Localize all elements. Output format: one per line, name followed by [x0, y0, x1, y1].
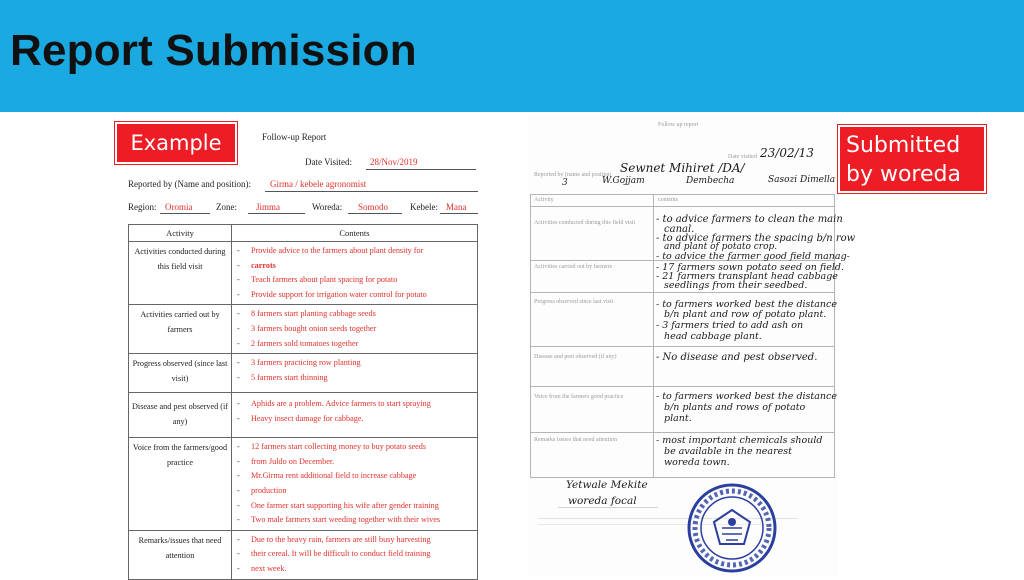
- hw-row-label: Remarks issues that need attention: [534, 437, 617, 443]
- row-activity: Disease and pest observed (if any): [129, 393, 232, 438]
- content-item: - 3 farmers bought onion seeds together: [235, 322, 474, 337]
- submitted-label-line1: Submitted: [846, 133, 961, 158]
- content-item: - from Juldo on December.: [235, 455, 474, 470]
- row-contents: [232, 354, 478, 393]
- report-heading: Follow-up Report: [262, 132, 327, 142]
- row-activity: Remarks/issues that need attention: [129, 530, 232, 579]
- date-label: Date Visited:: [305, 157, 353, 167]
- table-row: [129, 530, 478, 579]
- hw-line: - to advice the farmer good field manag-: [656, 251, 850, 262]
- hw-reported-by-label: Reported by (name and position: [534, 172, 611, 178]
- content-item: - next week.: [235, 562, 474, 577]
- hw-line: b/n plants and rows of potato: [664, 402, 806, 413]
- content-item: - Heavy insect damage for cabbage.: [235, 412, 474, 427]
- content-item: - 3 farmers practicing row planting: [235, 356, 474, 371]
- official-stamp-icon: [686, 482, 778, 574]
- hw-row-label: Progress observed since last visit: [534, 299, 614, 305]
- handwritten-report: [528, 114, 856, 576]
- col-contents-header: Contents: [232, 225, 478, 242]
- hw-date-value: 23/02/13: [760, 146, 814, 160]
- woreda-value: Somodo: [358, 202, 389, 212]
- hw-date-label: Date visited: [728, 154, 757, 160]
- content-item: - Due to the heavy rain, farmers are still busy harvesting: [235, 533, 474, 548]
- content-item: - carrots: [235, 259, 474, 274]
- table-row: [129, 242, 478, 305]
- hw-line: canal.: [664, 224, 695, 235]
- hw-line: - 3 farmers tried to add ash on: [656, 320, 804, 331]
- hw-line: - 21 farmers transplant head cabbage: [656, 271, 838, 282]
- submitted-label: [838, 125, 986, 193]
- hw-line: plant.: [664, 413, 692, 424]
- hw-row-label: Activities carried out by farmers: [534, 264, 612, 270]
- reported-by-label: Reported by (Name and position):: [128, 179, 251, 189]
- hw-line: - No disease and pest observed.: [656, 352, 818, 363]
- content-item: - Aphids are a problem. Advice farmers to start spraying: [235, 397, 474, 412]
- hw-row-label: Activities conducted during this field visit: [534, 220, 636, 226]
- region-value: Oromia: [165, 202, 193, 212]
- hw-line: - to farmers worked best the distance: [656, 391, 837, 402]
- hw-line: be available in the nearest: [664, 446, 792, 457]
- header-bar: [0, 0, 1024, 112]
- content-item: - Provide advice to the farmers about plant density for: [235, 244, 474, 259]
- date-value: 28/Nov/2019: [370, 157, 418, 167]
- hw-line: - to advice farmers the spacing b/n row: [656, 233, 856, 244]
- hw-line: b/n plant and row of potato plant.: [664, 309, 827, 320]
- hw-region: 3: [562, 178, 568, 188]
- col-activity-header: Activity: [129, 225, 232, 242]
- kebele-value: Mana: [446, 202, 467, 212]
- page-title: Report Submission: [10, 26, 417, 75]
- hw-row-label: Voice from the farmers good practice: [534, 394, 624, 400]
- row-contents: [232, 305, 478, 354]
- hw-line: seedlings from their seedbed.: [664, 280, 808, 291]
- hw-woreda: Dembecha: [686, 176, 735, 186]
- content-item: - production: [235, 484, 474, 499]
- hw-verifier-name: Yetwale Mekite: [566, 479, 648, 491]
- hw-verifier-position: woreda focal: [568, 495, 637, 507]
- content-item: - 2 farmers sold tomatoes together: [235, 337, 474, 352]
- content-item: - Teach farmers about plant spacing for potato: [235, 273, 474, 288]
- hw-line: and plant of potato crop.: [664, 242, 778, 252]
- row-contents: [232, 530, 478, 579]
- zone-value: Jimma: [256, 202, 280, 212]
- content-item: - Provide support for irrigation water control for potato: [235, 288, 474, 303]
- hw-zone: W.Gojjam: [602, 176, 645, 186]
- table-row: [129, 438, 478, 531]
- hw-line: - to farmers worked best the distance: [656, 299, 837, 310]
- hw-row-label: Disease and pest observed (if any): [534, 354, 617, 360]
- example-label: Example: [115, 122, 237, 164]
- hw-line: - to advice farmers to clean the main: [656, 214, 843, 225]
- submitted-label-line2: by woreda: [846, 162, 961, 187]
- content-item: - Mr.Girma rent additional field to increase cabbage: [235, 469, 474, 484]
- kebele-label: Kebele:: [410, 202, 438, 212]
- content-item: - 12 farmers start collecting money to buy potato seeds: [235, 440, 474, 455]
- table-row: [129, 393, 478, 438]
- hw-line: head cabbage plant.: [664, 331, 762, 342]
- region-label: Region:: [128, 202, 157, 212]
- hw-line: - 17 farmers sown potato seed on field.: [656, 262, 845, 273]
- content-item: - Two male farmers start weeding together with their wives: [235, 513, 474, 528]
- report-table: [128, 224, 478, 580]
- row-activity: Progress observed (since last visit): [129, 354, 232, 393]
- reported-by-value: Girma / kebele agronomist: [270, 179, 367, 189]
- row-contents: [232, 438, 478, 531]
- content-item: - 5 farmers start thinning: [235, 371, 474, 386]
- table-row: [129, 305, 478, 354]
- hw-line: woreda town.: [664, 457, 730, 468]
- hw-kebele: Sasozi Dimella: [768, 175, 836, 185]
- content-item: - 8 farmers start planting cabbage seeds: [235, 307, 474, 322]
- hw-reporter-name: Sewnet Mihiret /DA/: [620, 161, 745, 175]
- row-activity: Voice from the farmers/good practice: [129, 438, 232, 531]
- zone-label: Zone:: [216, 202, 237, 212]
- hw-line: - most important chemicals should: [656, 435, 823, 446]
- row-contents: [232, 242, 478, 305]
- hw-heading: Follow up report: [658, 122, 699, 128]
- hw-col-contents: contents: [658, 197, 678, 203]
- table-row: [129, 354, 478, 393]
- typed-report: [120, 118, 485, 573]
- row-contents: [232, 393, 478, 438]
- content-item: - One farmer start supporting his wife after gender training: [235, 499, 474, 514]
- content-item: - their cereal. It will be difficult to conduct field training: [235, 547, 474, 562]
- woreda-label: Woreda:: [312, 202, 343, 212]
- hw-col-activity: Activity: [534, 197, 554, 203]
- row-activity: Activities conducted during this field visit: [129, 242, 232, 305]
- row-activity: Activities carried out by farmers: [129, 305, 232, 354]
